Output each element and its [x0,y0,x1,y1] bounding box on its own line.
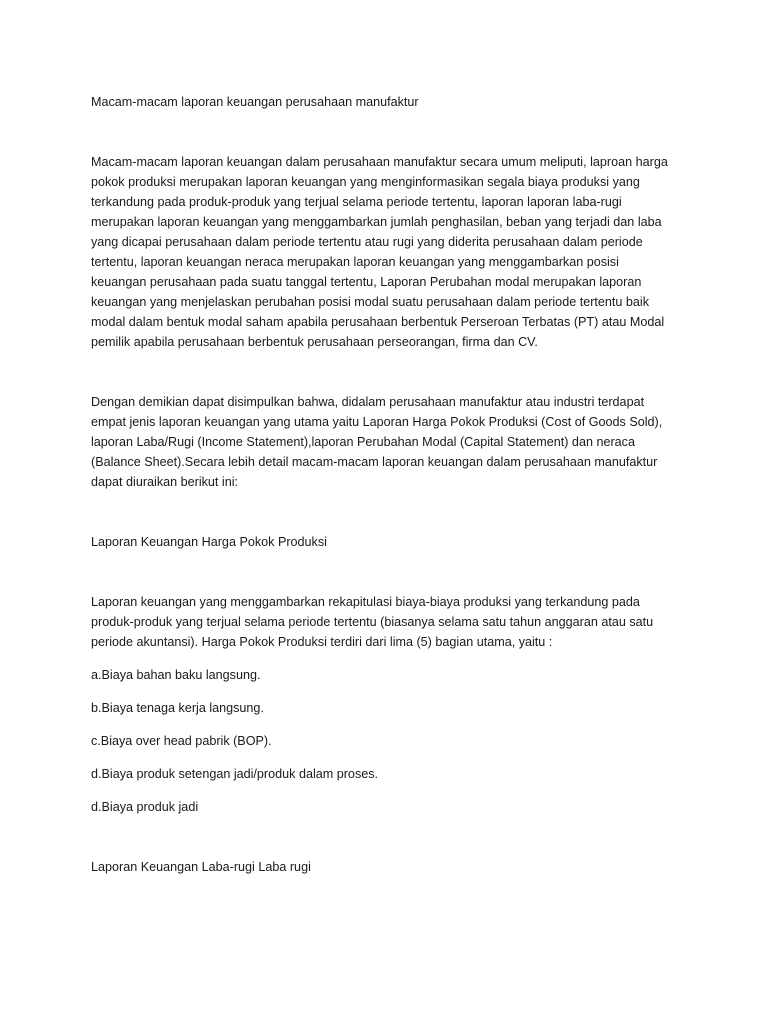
paragraph: Laporan keuangan yang menggambarkan rekapitulasi biaya-biaya produksi yang terkandung pada produk-produk yang terjual selama periode tertentu (biasanya selama satu tahun anggaran atau satu periode akuntansi). Harga Pokok Produksi terdiri dari lima (5) bagian utama, yaitu : [91,595,654,649]
section-heading: Laporan Keuangan Laba-rugi Laba rugi [91,860,311,874]
document-title: Macam-macam laporan keuangan perusahaan manufaktur [91,95,419,109]
paragraph: Macam-macam laporan keuangan dalam perusahaan manufaktur secara umum meliputi, laproan harga pokok produksi merupakan laporan keuangan yang menginformasikan segala biaya produksi yang terkandung pada produk-produk yang terjual selama periode tertentu, laporan laporan laba-rugi merupakan laporan keuangan yang menggambarkan jumlah penghasilan, beban yang terjadi dan laba yang dicapai perusahaan dalam periode tertentu atau rugi yang diderita perusahaan dalam periode tertentu, laporan keuangan neraca merupakan laporan keuangan yang menggambarkan posisi keuangan perusahaan pada suatu tanggal tertentu, Laporan Perubahan modal merupakan laporan keuangan yang menjelaskan perubahan posisi modal suatu perusahaan dalam periode tertentu baik modal dalam bentuk modal saham apabila perusahaan berbentuk Perseroan Terbatas (PT) atau Modal pemilik apabila perusahaan berbentuk perusahaan perseorangan, firma dan CV. [91,155,668,349]
list-item: d.Biaya produk jadi [91,800,199,814]
list-item: d.Biaya produk setengan jadi/produk dalam proses. [91,767,379,781]
document-body [91,92,676,877]
section-heading: Laporan Keuangan Harga Pokok Produksi [91,535,327,549]
list-item: a.Biaya bahan baku langsung. [91,668,261,682]
list-item: c.Biaya over head pabrik (BOP). [91,734,272,748]
list-item: b.Biaya tenaga kerja langsung. [91,701,264,715]
paragraph: Dengan demikian dapat disimpulkan bahwa, didalam perusahaan manufaktur atau industri terdapat empat jenis laporan keuangan yang utama yaitu Laporan Harga Pokok Produksi (Cost of Goods Sold), laporan Laba/Rugi (Income Statement),laporan Perubahan Modal (Capital Statement) dan neraca (Balance Sheet).Secara lebih detail macam-macam laporan keuangan dalam perusahaan manufaktur dapat diuraikan berikut ini: [91,395,663,489]
